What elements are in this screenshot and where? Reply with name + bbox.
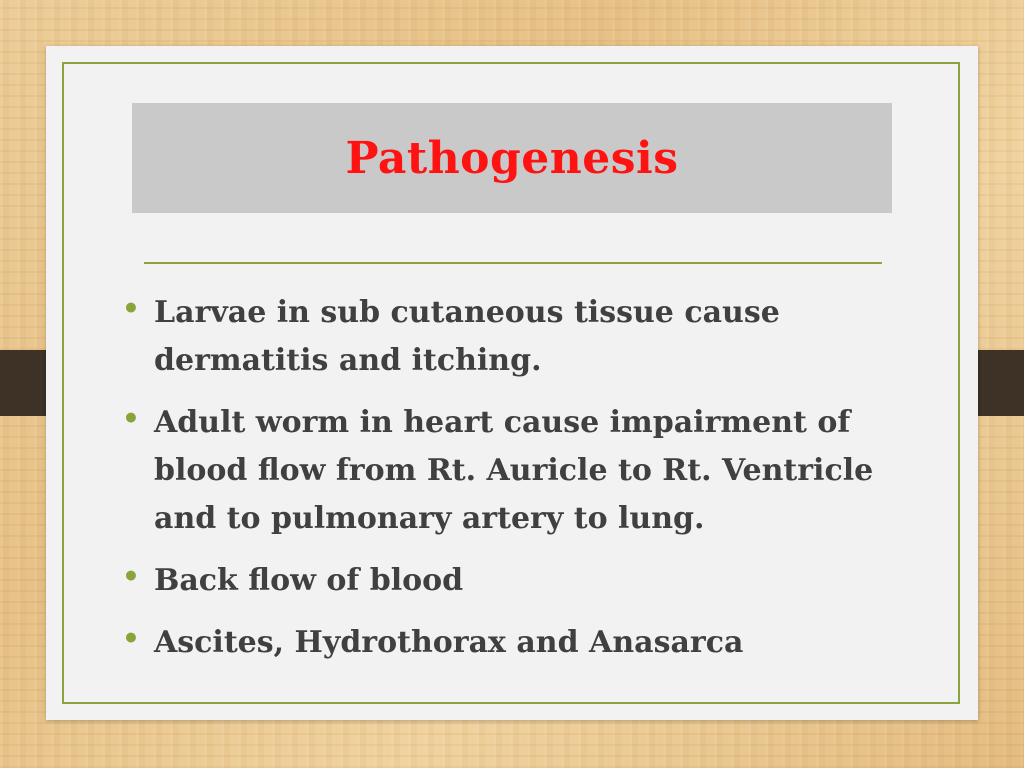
bullet-item — [118, 557, 918, 605]
bullet-item — [118, 619, 918, 667]
bullet-dot-icon: • — [122, 292, 140, 325]
slide-card — [46, 46, 978, 720]
bullet-list — [118, 289, 918, 681]
bullet-dot-icon: • — [122, 402, 140, 435]
bullet-text: Back flow of blood — [154, 563, 464, 598]
bullet-dot-icon: • — [122, 622, 140, 655]
bullet-text: Ascites, Hydrothorax and Anasarca — [154, 625, 744, 660]
bullet-item — [118, 399, 918, 543]
title-divider — [144, 262, 882, 264]
bullet-text: Adult worm in heart cause impairment of blood flow from Rt. Auricle to Rt. Ventricle and to pulmonary artery to lung. — [154, 405, 874, 536]
slide-title: Pathogenesis — [345, 132, 679, 184]
bullet-text: Larvae in sub cutaneous tissue cause dermatitis and itching. — [154, 295, 780, 378]
title-band — [132, 103, 892, 213]
bullet-item — [118, 289, 918, 385]
bullet-dot-icon: • — [122, 560, 140, 593]
